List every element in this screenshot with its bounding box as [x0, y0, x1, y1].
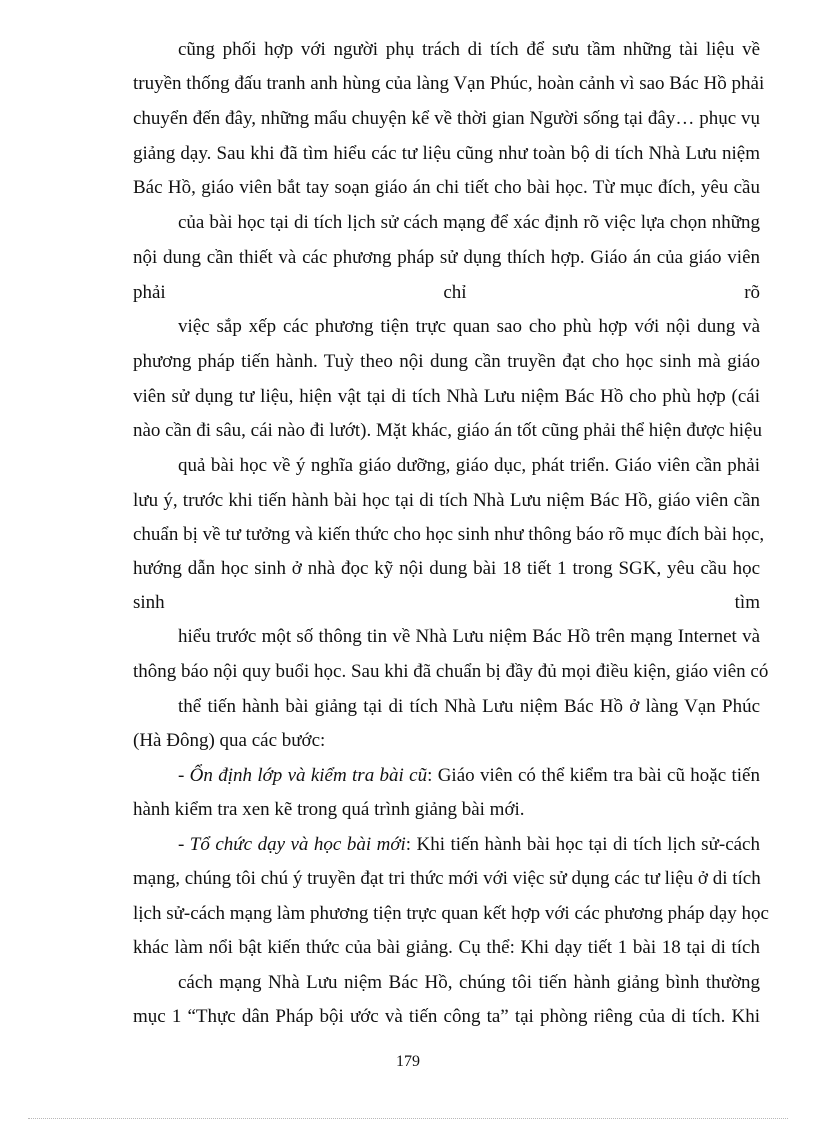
step-2-title: - Tổ chức dạy và học bài mới [178, 834, 406, 855]
text-line: của bài học tại di tích lịch sử cách mạng để xác định rõ việc lựa chọn những [178, 212, 760, 233]
step-1-text: : Giáo viên có thể kiểm tra bài cũ hoặc tiến [427, 765, 760, 786]
text-line: (Hà Đông) qua các bước: [133, 730, 326, 751]
text-fragment: phải [133, 282, 166, 303]
text-line: cũng phối hợp với người phụ trách di tích để sưu tầm những tài liệu về [178, 39, 760, 60]
text-line: thể tiến hành bài giảng tại di tích Nhà Lưu niệm Bác Hồ ở làng Vạn Phúc [178, 696, 760, 717]
text-line: giảng dạy. Sau khi đã tìm hiểu các tư liệu cũng như toàn bộ di tích Nhà Lưu niệm [133, 143, 760, 164]
text-line: hành kiểm tra xen kẽ trong quá trình giảng bài mới. [133, 799, 525, 820]
step-1-line [178, 761, 760, 791]
split-text-line [133, 588, 760, 618]
text-fragment: chỉ [443, 282, 467, 303]
text-line: nào cần đi sâu, cái nào đi lướt). Mặt khác, giáo án tốt cũng phải thể hiện được hiệu [133, 420, 762, 441]
step-1-title: - Ổn định lớp và kiểm tra bài cũ [178, 765, 428, 786]
text-line: hướng dẫn học sinh ở nhà đọc kỹ nội dung bài 18 tiết 1 trong SGK, yêu cầu học [133, 558, 760, 579]
text-line: khác làm nổi bật kiến thức của bài giảng. Cụ thể: Khi dạy tiết 1 bài 18 tại di tích [133, 937, 760, 958]
text-line: truyền thống đấu tranh anh hùng của làng Vạn Phúc, hoàn cảnh vì sao Bác Hồ phải [133, 73, 765, 94]
text-line: cách mạng Nhà Lưu niệm Bác Hồ, chúng tôi tiến hành giảng bình thường [178, 972, 760, 993]
text-fragment: rõ [744, 282, 761, 303]
page-number: 179 [396, 1053, 420, 1070]
text-fragment: tìm [734, 592, 760, 613]
text-line: lưu ý, trước khi tiến hành bài học tại di tích Nhà Lưu niệm Bác Hồ, giáo viên cần [133, 490, 760, 511]
text-line: viên sử dụng tư liệu, hiện vật tại di tích Nhà Lưu niệm Bác Hồ cho phù hợp (cái [133, 386, 760, 407]
text-line: quả bài học về ý nghĩa giáo dưỡng, giáo dục, phát triển. Giáo viên cần phải [178, 455, 760, 476]
text-line: chuyển đến đây, những mẩu chuyện kể về thời gian Người sống tại đây… phục vụ [133, 108, 760, 129]
text-line: phương pháp tiến hành. Tuỳ theo nội dung cần truyền đạt cho học sinh mà giáo [133, 351, 760, 372]
split-text-line [133, 278, 760, 308]
text-line: chuẩn bị về tư tưởng và kiến thức cho học sinh như thông báo rõ mục đích bài học, [133, 524, 765, 545]
step-2-text: : Khi tiến hành bài học tại di tích lịch sử-cách [405, 834, 760, 855]
text-line: thông báo nội quy buổi học. Sau khi đã chuẩn bị đầy đủ mọi điều kiện, giáo viên có [133, 661, 769, 682]
step-2-line [178, 830, 760, 860]
text-line: việc sắp xếp các phương tiện trực quan sao cho phù hợp với nội dung và [178, 316, 760, 337]
text-line: lịch sử-cách mạng làm phương tiện trực quan kết hợp với các phương pháp dạy học [133, 903, 769, 924]
page-bottom-divider [28, 1118, 788, 1119]
text-line: mạng, chúng tôi chú ý truyền đạt tri thức mới với việc sử dụng các tư liệu ở di tích [133, 868, 761, 889]
text-line: nội dung cần thiết và các phương pháp sử dụng thích hợp. Giáo án của giáo viên [133, 247, 760, 268]
text-line: mục 1 “Thực dân Pháp bội ước và tiến công ta” tại phòng riêng của di tích. Khi [133, 1006, 760, 1027]
text-line: hiểu trước một số thông tin về Nhà Lưu niệm Bác Hồ trên mạng Internet và [178, 626, 760, 647]
text-fragment: sinh [133, 592, 165, 613]
text-line: Bác Hồ, giáo viên bắt tay soạn giáo án chi tiết cho bài học. Từ mục đích, yêu cầu [133, 177, 760, 198]
